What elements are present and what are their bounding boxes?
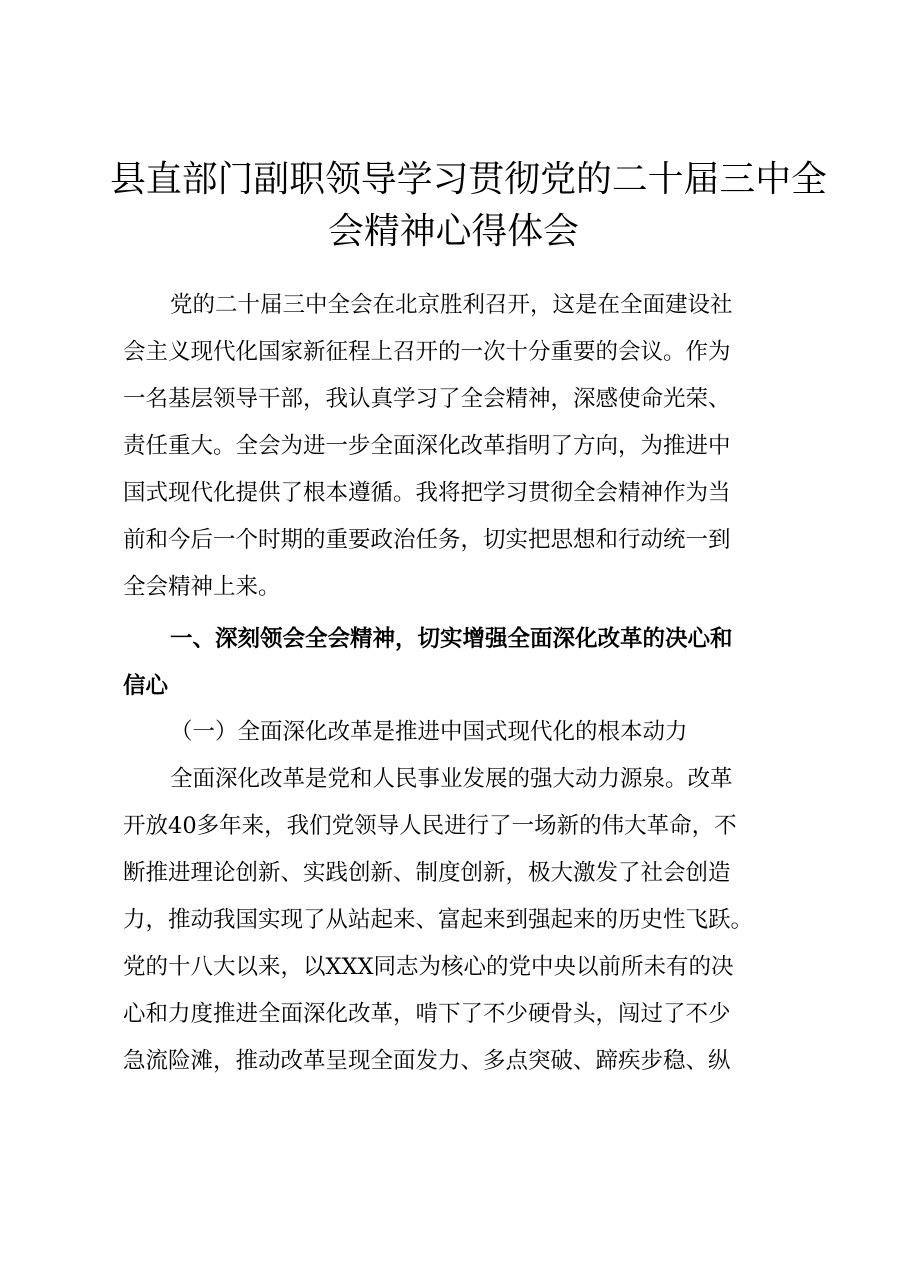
section-heading-1-line-2: 信心 <box>123 673 169 699</box>
document-title-line-2: 会精神心得体会 <box>328 211 579 252</box>
paragraph-2-line-5: 党的十八大以来，以XXX同志为核心的党中央以前所未有的决 <box>123 954 734 980</box>
paragraph-2-line-2: 开放40多年来，我们党领导人民进行了一场新的伟大革命，不 <box>123 813 737 839</box>
paragraph-1-line-2: 会主义现代化国家新征程上召开的一次十分重要的会议。作为 <box>123 339 731 365</box>
paragraph-1-line-3: 一名基层领导干部，我认真学习了全会精神，深感使命光荣、 <box>123 386 731 412</box>
document-title-line-1: 县直部门副职领导学习贯彻党的二十届三中全 <box>110 159 827 200</box>
paragraph-1-line-1: 党的二十届三中全会在北京胜利召开，这是在全面建设社 <box>170 292 733 318</box>
paragraph-2-line-1: 全面深化改革是党和人民事业发展的强大动力源泉。改革 <box>170 766 733 792</box>
paragraph-2-line-7: 急流险滩，推动改革呈现全面发力、多点突破、蹄疾步稳、纵 <box>123 1048 731 1074</box>
paragraph-1-line-4: 责任重大。全会为进一步全面深化改革指明了方向，为推进中 <box>123 433 731 459</box>
paragraph-1-line-6: 前和今后一个时期的重要政治任务，切实把思想和行动统一到 <box>123 527 731 553</box>
paragraph-2-line-4: 力，推动我国实现了从站起来、富起来到强起来的历史性飞跃。 <box>123 907 754 933</box>
paragraph-1-line-7: 全会精神上来。 <box>123 574 281 600</box>
section-heading-1-line-1: 一、深刻领会全会精神，切实增强全面深化改革的决心和 <box>170 626 733 652</box>
paragraph-2-line-6: 心和力度推进全面深化改革，啃下了不少硬骨头，闯过了不少 <box>123 1001 731 1027</box>
paragraph-1-line-5: 国式现代化提供了根本遵循。我将把学习贯彻全会精神作为当 <box>123 480 731 506</box>
paragraph-2-line-3: 断推进理论创新、实践创新、制度创新，极大激发了社会创造 <box>123 860 731 886</box>
subsection-heading-1: （一）全面深化改革是推进中国式现代化的根本动力 <box>170 719 688 745</box>
